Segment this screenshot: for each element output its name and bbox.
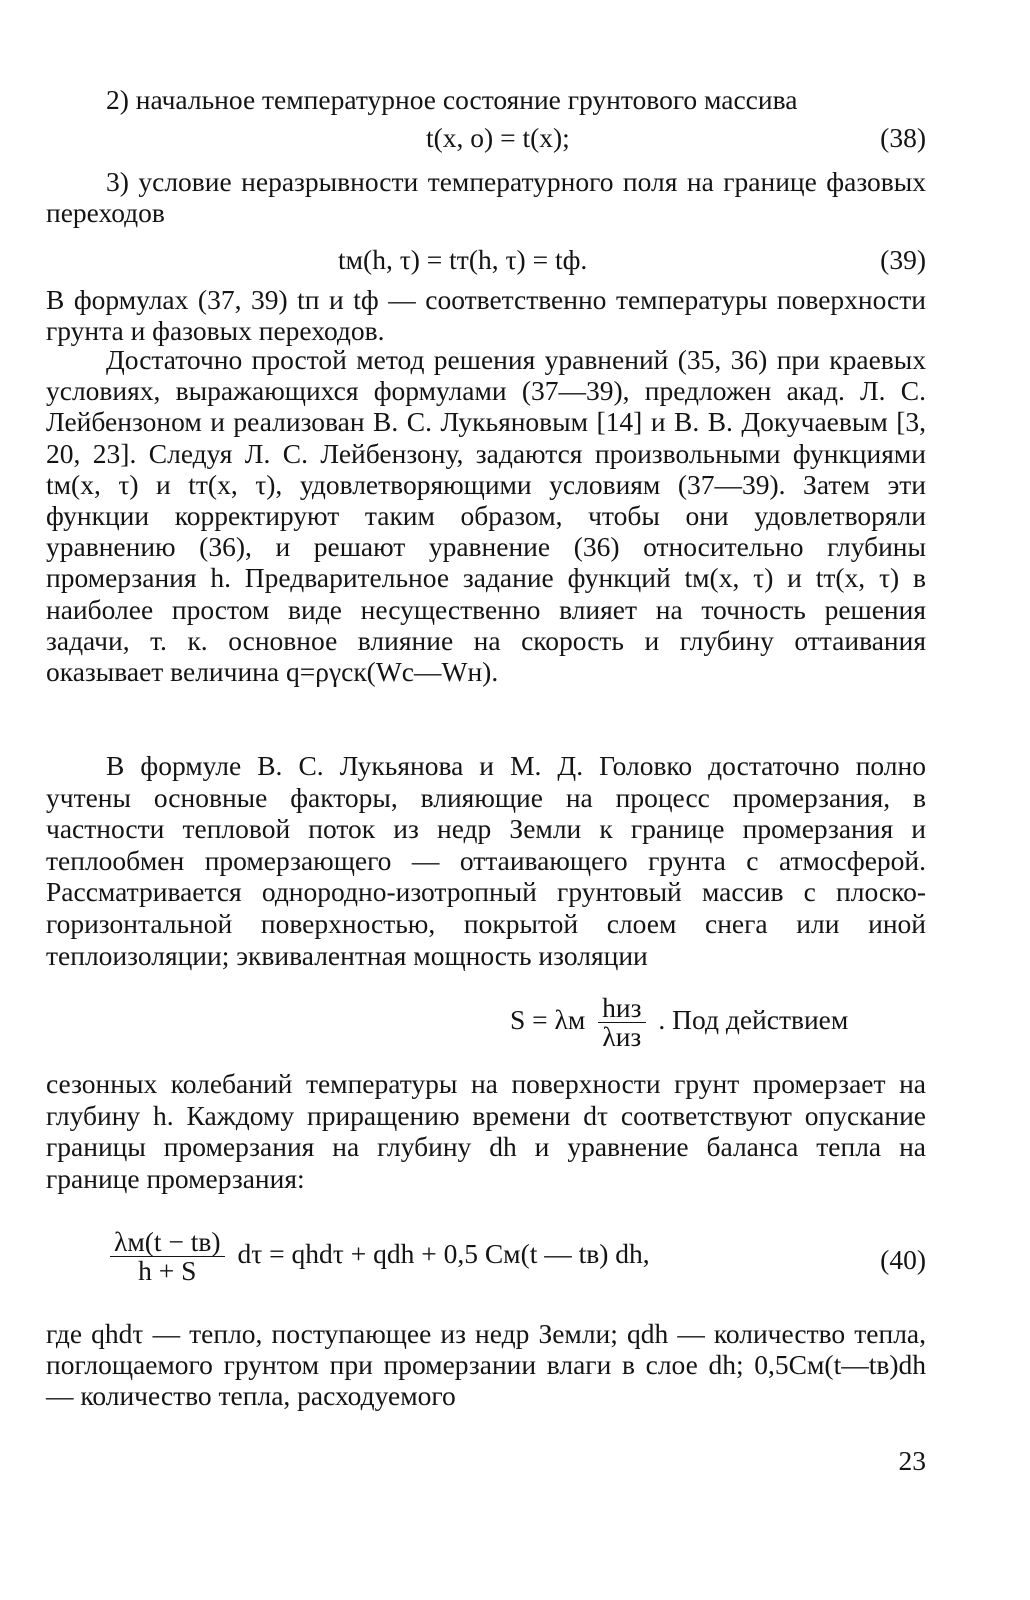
equation-S-denominator: λиз bbox=[602, 1021, 642, 1052]
equation-40-numerator: λм(t − tв) bbox=[110, 1228, 225, 1257]
equation-38-number: (38) bbox=[880, 122, 926, 153]
page-number: 23 bbox=[898, 1445, 926, 1476]
condition-3-text: 3) условие неразрывности температурного поля на границе фазовых переходов bbox=[46, 166, 926, 229]
equation-S-fraction bbox=[598, 994, 645, 1051]
condition-2 bbox=[46, 84, 926, 115]
equation-40-denominator: h + S bbox=[138, 1255, 197, 1286]
equation-40-fraction bbox=[110, 1228, 225, 1285]
equation-40 bbox=[104, 1228, 650, 1285]
paragraph-method-text: Достаточно простой метод решения уравнений (35, 36) при краевых условиях, выражающихся формулами (37—39), предложен акад. Л. С. Лейбензоном и реализован В. С. Лукьяновым [14] и В. В. Докучаевым [3, 20, 23]. Следуя Л. С. Лейбензону, задаются произвольными функциями tм(x, τ) и tт(x, τ), удовлетворяющими условиям (37—39). Затем эти функции корректируют таким образом, чтобы они удовлетворяли уравнению (36), и решают уравнение (36) относительно глубины промерзания h. Предварительное задание функций tм(x, τ) и tт(x, τ) в наиболее простом виде несущественно влияет на точность решения задачи, т. к. основное влияние на скорость и глубину оттаивания оказывает величина q=ργск(Wc—Wн). bbox=[46, 344, 926, 688]
equation-38: t(x, o) = t(x); bbox=[426, 122, 570, 153]
paragraph-where bbox=[46, 1318, 926, 1412]
paragraph-formulas-text: В формулах (37, 39) tп и tф — соответственно температуры поверхности грунта и фазовых переходов. bbox=[46, 284, 926, 347]
paragraph-after-S bbox=[46, 1068, 926, 1194]
paragraph-method bbox=[46, 344, 926, 687]
equation-S-prefix: S = λм bbox=[510, 1003, 586, 1035]
equation-S-after: . Под действием bbox=[658, 1003, 849, 1035]
paragraph-formula-intro-text: В формуле В. С. Лукьянова и М. Д. Головко достаточно полно учтены основные факторы, влияющие на процесс промерзания, в частности тепловой поток из недр Земли к границе промерзания и теплообмен промерзающего — оттаивающего грунта с атмосферой. Рассматривается однородно-изотропный грунтовый массив с плоско-горизонтальной поверхностью, покрытой слоем снега или иной теплоизоляции; эквивалентная мощность изоляции bbox=[46, 750, 926, 971]
condition-3 bbox=[46, 166, 926, 228]
paragraph-formula-intro bbox=[46, 750, 926, 971]
equation-S bbox=[510, 994, 848, 1051]
condition-2-text: 2) начальное температурное состояние грунтового массива bbox=[106, 84, 798, 115]
equation-40-number: (40) bbox=[880, 1244, 926, 1275]
paragraph-after-S-text: сезонных колебаний температуры на поверхности грунт промерзает на глубину h. Каждому приращению времени dτ соответствуют опускание границы промерзания на глубину dh и уравнение баланса тепла на границе промерзания: bbox=[46, 1068, 926, 1194]
paragraph-where-text: где qhdτ — тепло, поступающее из недр Земли; qdh — количество тепла, поглощаемого грунтом при промерзании влаги в слое dh; 0,5Cм(t—tв)dh — количество тепла, расходуемого bbox=[46, 1318, 926, 1412]
paragraph-formulas bbox=[46, 284, 926, 346]
equation-S-numerator: hиз bbox=[598, 994, 645, 1023]
equation-40-rest: dτ = qhdτ + qdh + 0,5 Cм(t — tв) dh, bbox=[237, 1237, 650, 1269]
equation-39-number: (39) bbox=[880, 244, 926, 275]
equation-39: tм(h, τ) = tт(h, τ) = tф. bbox=[338, 244, 588, 275]
